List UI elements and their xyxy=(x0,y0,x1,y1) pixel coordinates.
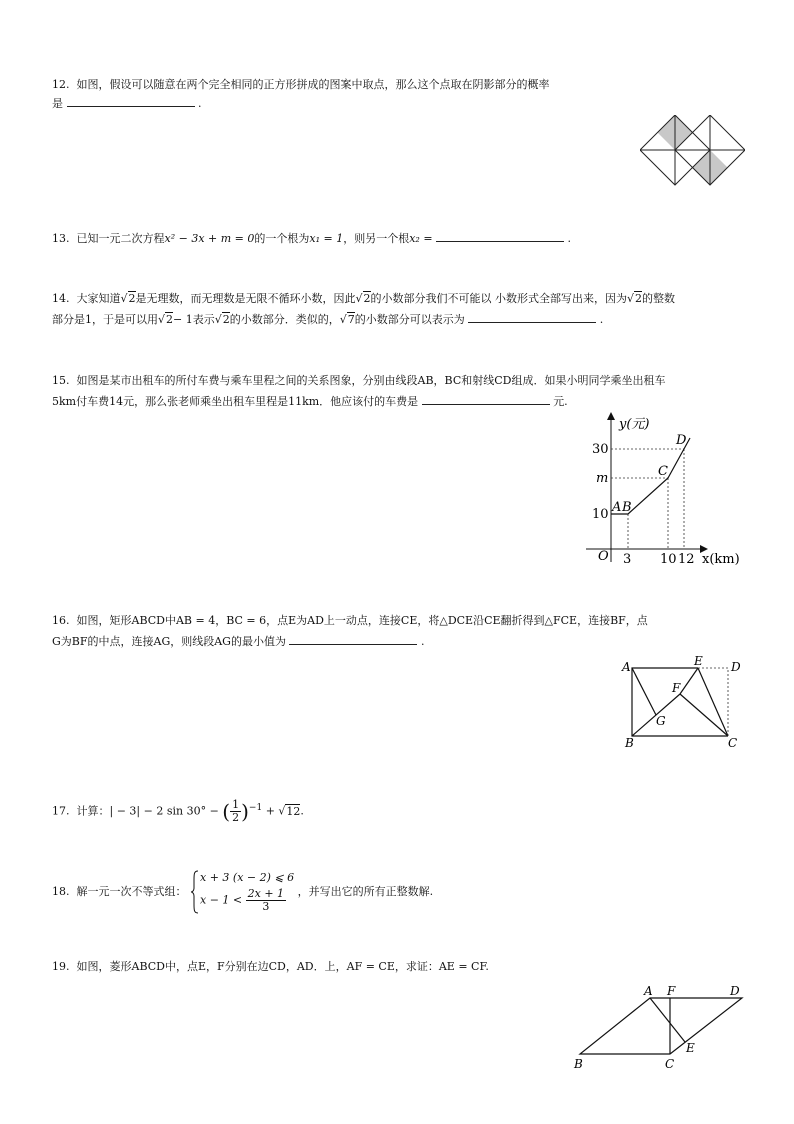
q13-end: . xyxy=(567,232,572,245)
q14-text-e: 部分是1，于是可以用 xyxy=(52,313,158,326)
q15-graph xyxy=(586,412,746,572)
q17-fraction-den: 2 xyxy=(232,811,240,825)
q19-point-d: D xyxy=(730,984,740,998)
q18-text-a: 解一元一次不等式组： xyxy=(76,885,187,898)
q13-answer-blank[interactable] xyxy=(436,231,564,242)
q14-line1 xyxy=(52,290,675,307)
q13-root: x₁ = 1 xyxy=(309,232,344,245)
q16-number: 16. xyxy=(52,614,70,627)
q15-text1: 如图是某市出租车的所付车费与乘车里程之间的关系图象，分别由线段AB，BC和射线CD组成．如果小明同学乘坐出租车 xyxy=(76,374,666,387)
q12-text-post: . xyxy=(198,97,202,110)
q13-text1: 已知一元二次方程 xyxy=(76,232,165,245)
q17-fraction xyxy=(230,799,241,824)
q19-point-f: F xyxy=(667,984,676,998)
question-15 xyxy=(52,372,665,410)
q18-fraction xyxy=(246,888,286,913)
q13-text3: ，则另一个根 xyxy=(343,232,410,245)
q15-ylabel: y(元) xyxy=(619,417,650,432)
q14-text-a: 大家知道 xyxy=(76,292,121,305)
q17-exponent: −1 xyxy=(248,803,263,813)
q15-origin: O xyxy=(598,549,609,564)
q16-point-f: F xyxy=(672,681,681,695)
q14-text-f: − 1表示 xyxy=(173,313,215,326)
q14-number: 14. xyxy=(52,292,70,305)
q14-sqrt7: √7 xyxy=(339,313,355,326)
q12-line1 xyxy=(52,76,550,93)
q14-answer-blank[interactable] xyxy=(468,312,596,323)
q18-system xyxy=(190,870,294,913)
q12-text-pre: 是 xyxy=(52,97,63,110)
q15-ytick-10: 10 xyxy=(592,507,609,522)
q14-sqrt2-c-radicand: 2 xyxy=(635,292,643,305)
q13-text2: 的一个根为 xyxy=(254,232,310,245)
q15-xtick-3: 3 xyxy=(623,552,632,567)
question-18 xyxy=(52,870,433,913)
q15-answer-blank[interactable] xyxy=(422,394,550,405)
q14-sqrt2-c: √2 xyxy=(627,292,643,305)
q16-point-g: G xyxy=(656,714,666,728)
q17-number: 17. xyxy=(52,804,70,818)
q16-line2 xyxy=(52,633,648,650)
q19-text: 如图，菱形ABCD中，点E，F分别在边CD，AD．上，AF = CE，求证：AE = CF. xyxy=(76,960,489,973)
q16-answer-blank[interactable] xyxy=(289,634,417,645)
q19-point-b: B xyxy=(574,1057,583,1071)
q15-xtick-10: 10 xyxy=(660,552,677,567)
q14-sqrt2-b: √2 xyxy=(355,292,371,305)
q16-point-b: B xyxy=(625,736,634,750)
q13-x2: x₂ = xyxy=(409,232,433,245)
question-16 xyxy=(52,612,648,650)
q12-answer-blank[interactable] xyxy=(67,96,195,107)
q18-inequality-2-lhs: x − 1 < xyxy=(200,893,243,907)
q14-line2 xyxy=(52,311,675,328)
q13-number: 13. xyxy=(52,232,70,245)
q19-number: 19. xyxy=(52,960,70,973)
q16-text1: 如图，矩形ABCD中AB = 4，BC = 6，点E为AD上一动点，连接CE，将△DCE沿CE翻折得到△FCE，连接BF，点 xyxy=(76,614,648,627)
q15-point-d: D xyxy=(676,433,687,448)
q15-point-a: A xyxy=(612,500,622,515)
question-14 xyxy=(52,290,675,328)
q19-point-a: A xyxy=(644,984,653,998)
q17-fraction-num: 1 xyxy=(232,798,240,812)
q14-sqrt2-e: √2 xyxy=(214,313,230,326)
q19-line-ae xyxy=(650,998,685,1042)
question-13 xyxy=(52,230,571,247)
question-12 xyxy=(52,76,550,112)
q14-end: . xyxy=(599,313,604,326)
q16-point-e: E xyxy=(694,654,703,668)
q18-fraction-num: 2x + 1 xyxy=(247,887,285,900)
q12-number: 12. xyxy=(52,78,70,91)
q14-text-d: 的整数 xyxy=(642,292,676,305)
q14-text-g: 的小数部分．类似的， xyxy=(229,313,340,326)
q16-end: . xyxy=(420,635,425,648)
q15-line1 xyxy=(52,372,665,389)
q12-shade-2 xyxy=(675,115,693,150)
q12-line2 xyxy=(52,95,550,112)
q16-point-a: A xyxy=(622,660,631,674)
q19-point-e: E xyxy=(686,1041,695,1055)
q15-end: 元. xyxy=(553,395,568,408)
question-19 xyxy=(52,958,489,975)
q14-sqrt2-a: √2 xyxy=(120,292,136,305)
q15-text2: 5km付车费14元，那么张老师乘坐出租车里程是11km．他应该付的车费是 xyxy=(52,395,419,408)
q19-point-c: C xyxy=(665,1057,675,1071)
q12-text: 如图，假设可以随意在两个完全相同的正方形拼成的图案中取点，那么这个点取在阴影部分的概率 xyxy=(76,78,550,91)
q17-plus: + xyxy=(265,804,275,818)
q12-shade-1 xyxy=(658,115,676,150)
q12-figure xyxy=(640,115,745,187)
q15-line2 xyxy=(52,393,665,410)
q17-sqrt12: √12 xyxy=(278,804,301,818)
q14-text-c: 的小数部分我们不可能以 小数形式全部写出来，因为 xyxy=(370,292,628,305)
q15-ytick-m: m xyxy=(596,471,609,486)
q18-brace xyxy=(190,870,199,914)
q17-end: . xyxy=(300,804,304,818)
q15-point-c: C xyxy=(658,464,668,479)
q17-paren-left: ( xyxy=(222,799,231,824)
q14-text-h: 的小数部分可以表示为 xyxy=(354,313,465,326)
q14-sqrt2-b-radicand: 2 xyxy=(363,292,371,305)
question-17 xyxy=(52,796,304,824)
q16-line-ef xyxy=(680,668,698,694)
q18-fraction-den: 3 xyxy=(262,900,270,913)
q16-text2: G为BF的中点，连接AG，则线段AG的最小值为 xyxy=(52,635,286,648)
q14-text-b: 是无理数，而无理数是无限不循环小数，因此 xyxy=(135,292,356,305)
q14-sqrt2-e-radicand: 2 xyxy=(222,313,230,326)
q14-sqrt2-d: √2 xyxy=(158,313,174,326)
q16-point-d: D xyxy=(731,660,741,674)
q12-shade-4 xyxy=(710,150,728,185)
q14-sqrt2-a-radicand: 2 xyxy=(128,292,136,305)
q12-shade-3 xyxy=(693,150,711,185)
q16-line-ce xyxy=(698,668,728,736)
q14-sqrt2-d-radicand: 2 xyxy=(166,313,174,326)
q17-paren-right: ) xyxy=(241,799,249,824)
q18-inequality-2 xyxy=(200,888,294,913)
q18-inequality-1: x + 3 (x − 2) ⩽ 6 xyxy=(200,871,295,884)
q16-line1 xyxy=(52,612,648,629)
q16-line-fc xyxy=(680,694,728,736)
q14-sqrt7-radicand: 7 xyxy=(347,313,355,326)
q15-xtick-12: 12 xyxy=(678,552,695,567)
q19-rhombus xyxy=(580,998,742,1054)
q16-point-c: C xyxy=(728,736,738,750)
q18-number: 18. xyxy=(52,885,70,898)
q15-xlabel: x(km) xyxy=(702,552,740,567)
q16-line-ag xyxy=(632,668,656,715)
q17-sqrt12-radicand: 12 xyxy=(286,804,301,818)
q18-text-b: ，并写出它的所有正整数解. xyxy=(297,885,434,898)
q17-text-a: 计算：| − 3| − 2 sin 30° − xyxy=(76,804,219,818)
q16-figure xyxy=(620,654,750,750)
q15-point-b: B xyxy=(622,500,632,515)
q15-number: 15. xyxy=(52,374,70,387)
q19-figure xyxy=(572,982,752,1074)
q13-equation: x² − 3x + m = 0 xyxy=(164,232,255,245)
q15-ytick-30: 30 xyxy=(592,442,609,457)
